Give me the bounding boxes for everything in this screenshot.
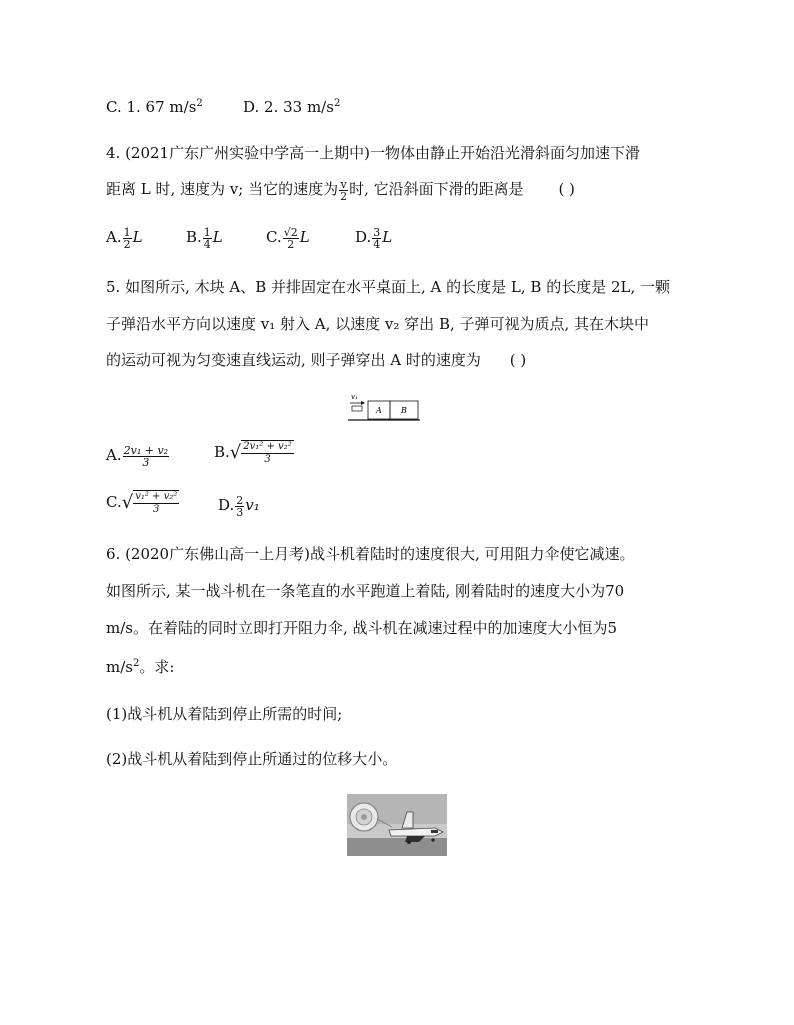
landing-photo (347, 794, 447, 856)
q6-stem-line1: 6. (2020广东佛山高一上月考)战斗机着陆时的速度很大, 可用阻力伞使它减速。 (106, 545, 635, 563)
q5-option-d: D. $\frac{2}{3}$ v₁ (218, 493, 260, 519)
q6-stem-line4: $m/s^2$。求: (106, 658, 175, 676)
block-b-label: B (401, 406, 407, 415)
q4-stem-line1: 4. (2021广东广州实验中学高一上期中)一物体由静止开始沿光滑斜面匀加速下滑 (106, 144, 640, 162)
q5-stem-line1: 5. 如图所示, 木块 A、B 并排固定在水平桌面上, A 的长度是 L, B 的长度是 2L, 一颗 (106, 278, 671, 296)
q6-stem-line3: m/s。在着陆的同时立即打开阻力伞, 战斗机在减速过程中的加速度大小恒为5 (106, 619, 618, 637)
q5-option-b: B.√ $\frac{\text{2v₁² + v₂²}}{3}$ (214, 441, 292, 465)
q6-subquestion-2: (2)战斗机从着陆到停止所通过的位移大小。 (106, 750, 398, 768)
q4-frac-v-half: $\frac{v}{2}$ (340, 177, 348, 203)
q4-option-b: B. $\frac{1}{4}$ L (186, 225, 223, 251)
q4-option-a: A. $\frac{1}{2}$ L (106, 225, 143, 251)
q5-option-c: C.√ $\frac{\text{v₁² + v₂²}}{3}$ (106, 491, 178, 515)
q5-stem-line2: 子弹沿水平方向以速度 v₁ 射入 A, 以速度 v₂ 穿出 B, 子弹可视为质点, 其在木块中 (106, 315, 650, 333)
q5-stem-line3: 的运动可视为匀变速直线运动, 则子弹穿出 A 时的速度为 ( ) (106, 351, 527, 369)
q4-stem-line2: 距离 L 时, 速度为 v; 当它的速度为 $\frac{v}{2}$ 时, 它沿斜面下滑的距离是 ( ) (106, 177, 575, 203)
q5-blocks-figure (348, 392, 420, 424)
q3-option-c: C. 1. 67 $m/s^2$ (106, 98, 203, 116)
q4-option-d: D. $\frac{3}{4}$ L (355, 225, 393, 251)
q5-option-a: A. $\frac{\text{2v₁ + v₂}}{3}$ (106, 443, 169, 469)
bullet (352, 406, 362, 411)
q5-answer-paren: ( ) (509, 351, 527, 369)
q6-stem-line2: 如图所示, 某一战斗机在一条笔直的水平跑道上着陆, 刚着陆时的速度大小为70 (106, 582, 625, 600)
q4-option-c: C. $\frac{√2}{2}$ L (266, 225, 310, 251)
q5-figure-velocity-label: v₁ (351, 393, 358, 401)
q6-subquestion-1: (1)战斗机从着陆到停止所需的时间; (106, 705, 343, 723)
arrow-head (361, 401, 365, 405)
q3-option-d: D. 2. 33 $m/s^2$ (243, 98, 341, 116)
q4-answer-paren: ( ) (558, 180, 575, 198)
block-a-label: A (376, 406, 382, 415)
